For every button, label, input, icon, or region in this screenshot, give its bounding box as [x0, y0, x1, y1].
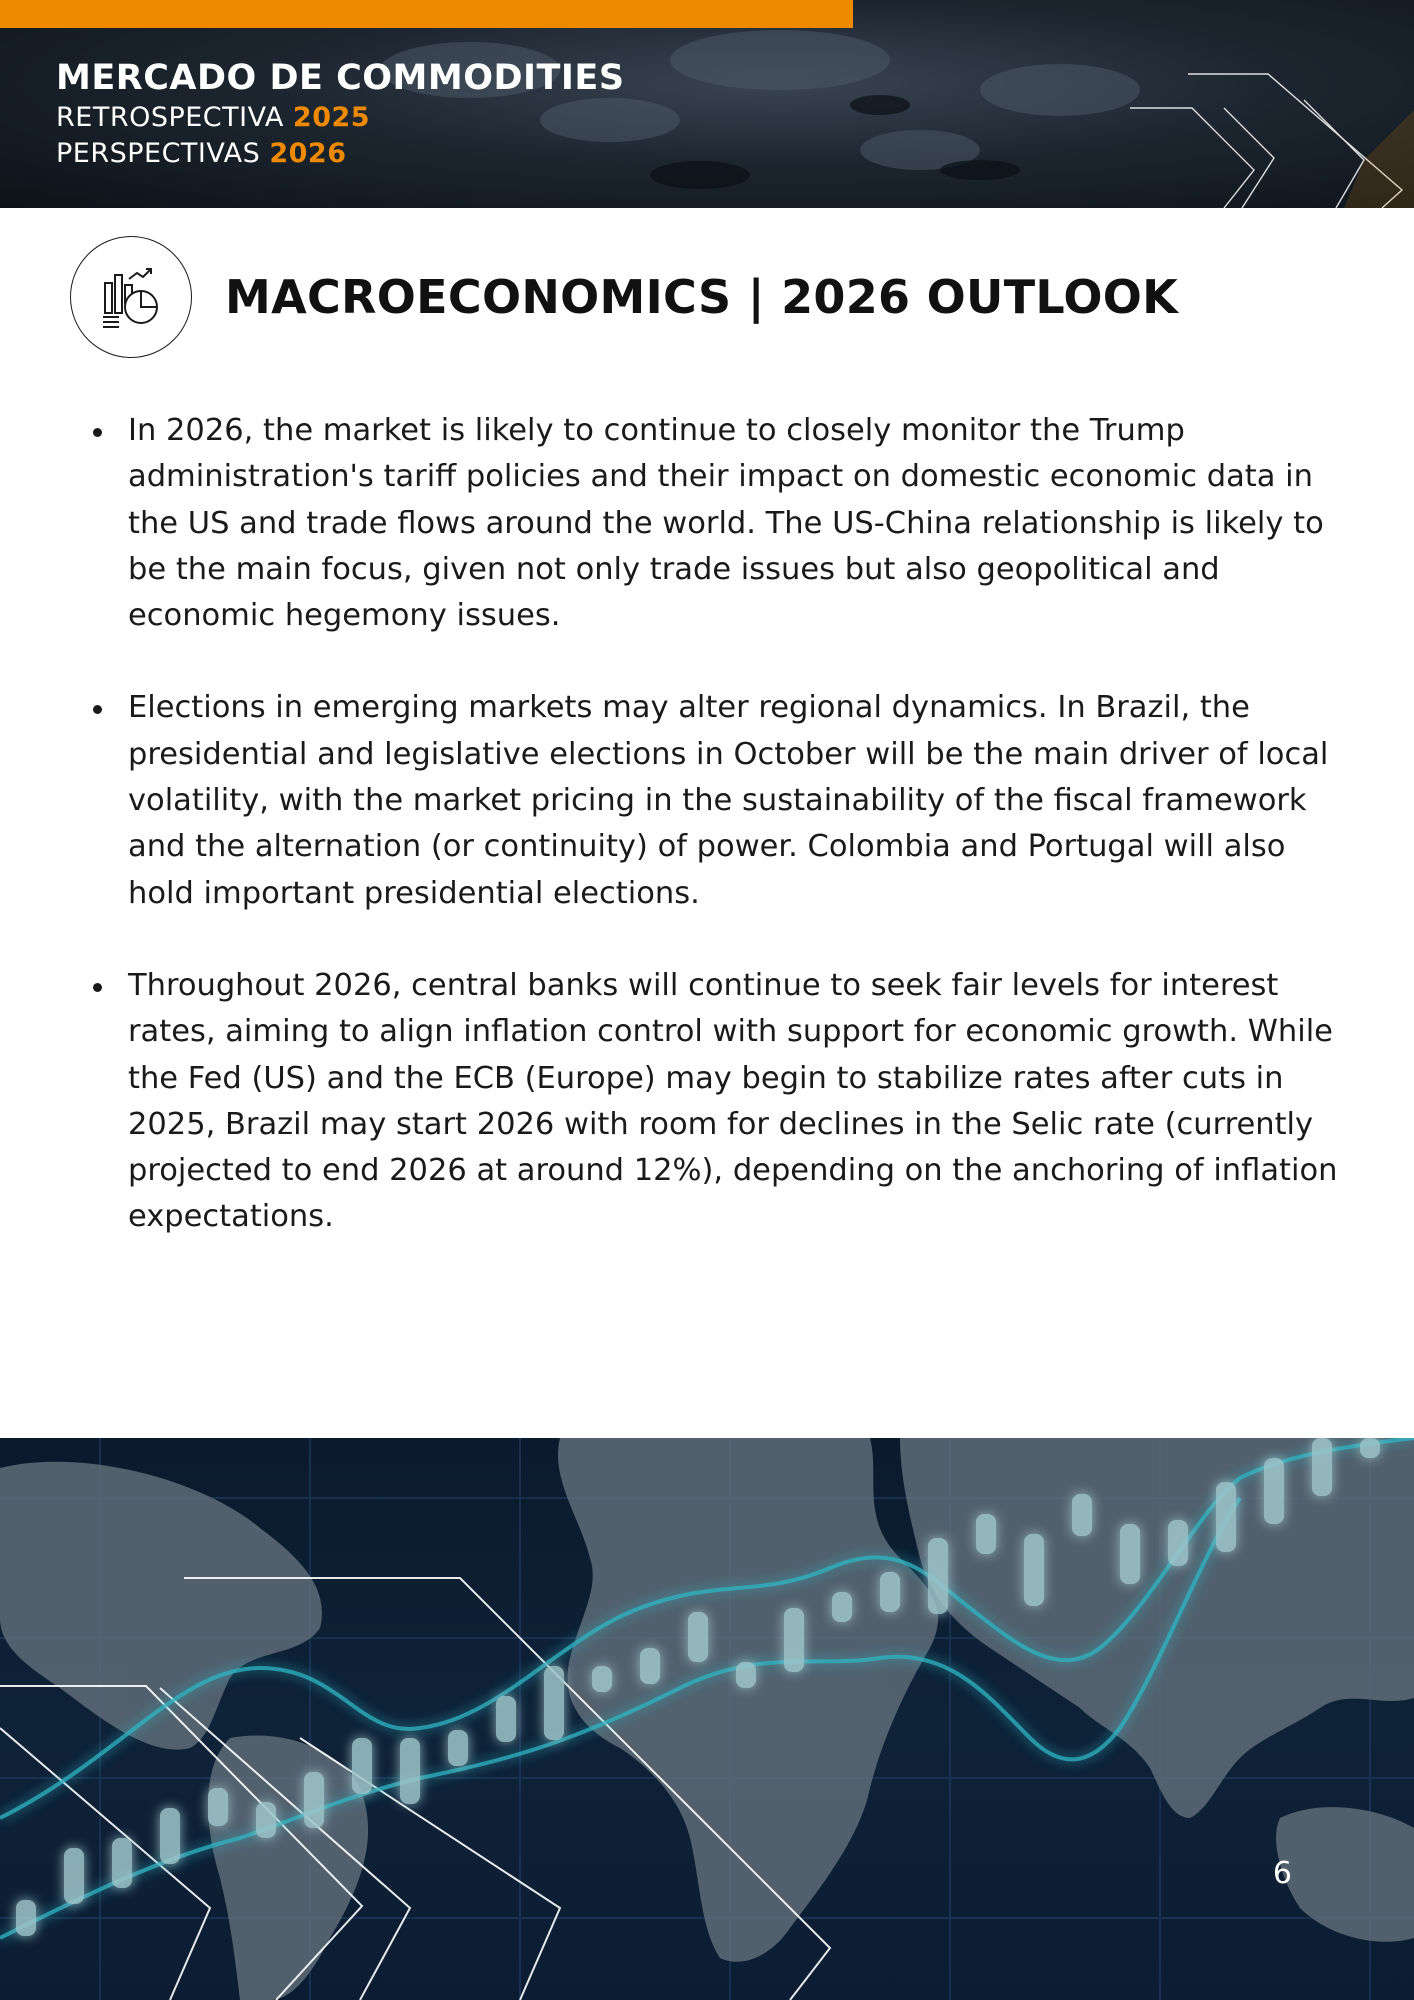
retrospective-label: RETROSPECTIVA [56, 102, 284, 133]
world-map-candlestick-illustration [0, 1438, 1414, 2000]
chevron-decoration-icon [1114, 0, 1414, 208]
outlook-label: PERSPECTIVAS [56, 138, 261, 169]
bullet-item: Elections in emerging markets may alter regional dynamics. In Brazil, the presidential and legislative elections in October will be the main driver of local volatility, with the market pricing in the sustainability of the fiscal framework and the alternation (or continuity) of power. Colombia and Portugal will also hold important presidential elections. [88, 685, 1350, 916]
header-accent-bar [0, 0, 853, 28]
bullet-list [88, 408, 1350, 1287]
outlook-line [56, 136, 625, 172]
bullet-item: In 2026, the market is likely to continue to closely monitor the Trump administration's tariff policies and their impact on domestic economic data in the US and trade flows around the world. The US-China relationship is likely to be the main focus, given not only trade issues but also geopolitical and economic hegemony issues. [88, 408, 1350, 639]
charts-analytics-icon [70, 236, 192, 358]
brand-title: MERCADO DE COMMODITIES [56, 58, 625, 98]
section-title: MACROECONOMICS | 2026 OUTLOOK [225, 270, 1179, 324]
retrospective-year: 2025 [292, 102, 371, 133]
bullet-item: Throughout 2026, central banks will continue to seek fair levels for interest rates, aiming to align inflation control with support for economic growth. While the Fed (US) and the ECB (Europe) may begin to stabilize rates after cuts in 2025, Brazil may start 2026 with room for declines in the Selic rate (currently projected to end 2026 at around 12%), depending on the anchoring of inflation expectations. [88, 963, 1350, 1241]
outlook-year: 2026 [269, 138, 347, 169]
retrospective-line [56, 100, 625, 136]
header-banner [0, 0, 1414, 208]
footer-illustration [0, 1438, 1414, 2000]
page-number: 6 [1272, 1856, 1292, 1891]
